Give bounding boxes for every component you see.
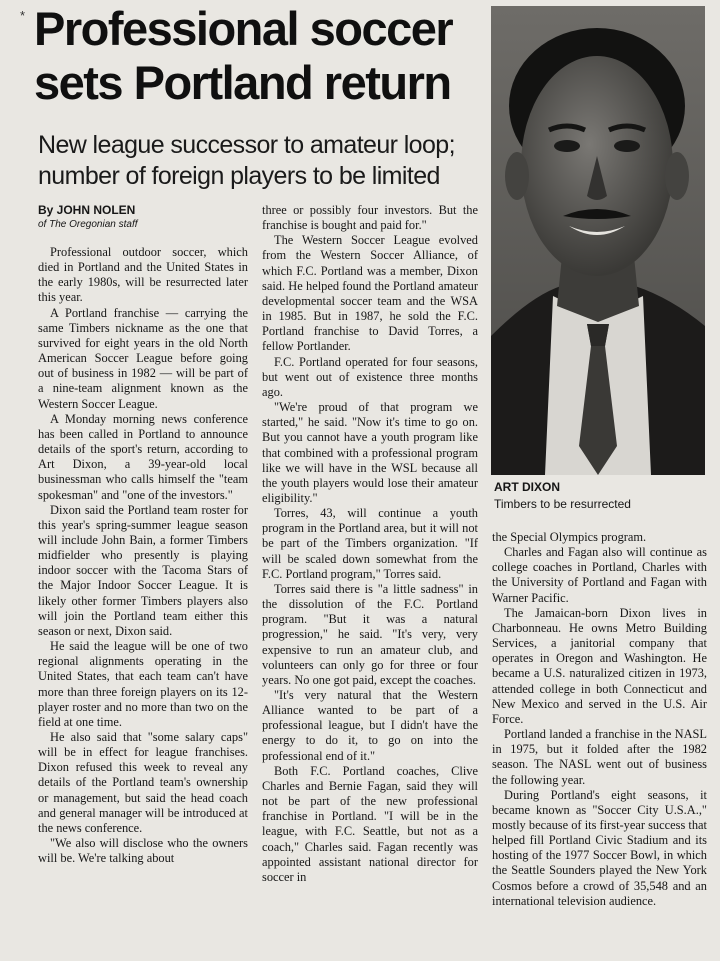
- paragraph: He said the league will be one of two regional alignments operating in the United States, that each team can't have more than three foreign players on its 12-player roster and no more than two on the field at one time.: [38, 639, 248, 729]
- headline: [34, 2, 484, 110]
- paragraph: Charles and Fagan also will continue as college coaches in Portland, Charles with the University of Portland and Fagan with Warner Pacific.: [492, 545, 707, 605]
- paragraph: The Jamaican-born Dixon lives in Charbonneau. He owns Metro Building Services, a janitorial company that operates in Oregon and Washington. He became a U.S. naturalized citizen in 1973, attended college in both Connecticut and New Mexico and served in the U.S. Air Force.: [492, 605, 707, 726]
- paragraph: the Special Olympics program.: [492, 530, 647, 544]
- paragraph: Both F.C. Portland coaches, Clive Charles and Bernie Fagan, said they will not be part of the new professional franchise in Portland. "I will be in the league, with F.C. Seattle, but not as a coach," Charles said. Fagan recently was appointed assistant national director for soccer in: [262, 763, 478, 884]
- paragraph: Torres said there is "a little sadness" in the dissolution of the F.C. Portland program. "But it was a natural progression," he said. "It's very, very expensive to run an amateur club, and volunteers can only go for three or four years. No one got paid, except the coaches.: [262, 581, 478, 687]
- headline-marker: *: [20, 8, 26, 23]
- paragraph: He also said that "some salary caps" will be in effect for league franchises. Dixon refused this week to reveal any details of the Portland team's ownership or management, but said the head coach and general manager will be introduced at the news conference.: [38, 730, 248, 835]
- subheadline-line-2: number of foreign players to be limited: [38, 162, 440, 190]
- byline: By JOHN NOLEN: [38, 203, 136, 217]
- paragraph: A Portland franchise — carrying the same Timbers nickname as the one that survived for eight years in the old North American Soccer League before going out of business in 1982 — will be part of a nine-team alignment known as the Western Soccer League.: [38, 305, 248, 411]
- subheadline: [38, 130, 488, 192]
- paragraph: Torres, 43, will continue a youth program in the Portland area, but it will not be part of the Timbers organization. "If will be scaled down somewhat from the F.C. Portland program," Torres said.: [262, 506, 478, 581]
- paragraph: F.C. Portland operated for four seasons, but went out of existence three months ago.: [262, 354, 478, 399]
- paragraph: three or possibly four investors. But the franchise is bought and paid for.": [262, 203, 478, 233]
- byline-staff: of The Oregonian staff: [38, 219, 138, 230]
- paragraph: Portland landed a franchise in the NASL in 1975, but it folded after the 1982 season. The NASL went out of business the following year.: [492, 727, 707, 787]
- subheadline-line-1: New league successor to amateur loop;: [38, 131, 455, 159]
- article-column-3: [492, 530, 707, 909]
- portrait-photo: [491, 6, 705, 475]
- paragraph: "We're proud of that program we started," he said. "Now it's time to go on. But you cannot have a youth program like that combined with a professional program like we will have in the WSL because all the youth players would lose their amateur eligibility.": [262, 400, 478, 505]
- photo-caption-text: Timbers to be resurrected: [494, 497, 631, 511]
- paragraph: "It's very natural that the Western Alliance wanted to be part of a professional league, but I didn't have the energy to do it, to go on into the professional end of it.": [262, 688, 478, 763]
- paragraph: Dixon said the Portland team roster for this year's spring-summer league season will include John Bain, a former Timbers midfielder who presently is playing indoor soccer with the Tacoma Stars of the Major Indoor Soccer League. It is likely other former Timbers players also will join the Portland team either this season or next, Dixon said.: [38, 502, 248, 638]
- paragraph: Professional outdoor soccer, which died in Portland and the United States in the early 1980s, will be resurrected later this year.: [38, 245, 248, 305]
- headline-line-2: sets Portland return: [34, 56, 451, 109]
- headline-line-1: Professional soccer: [34, 2, 453, 55]
- paragraph: During Portland's eight seasons, it became known as "Soccer City U.S.A.," mostly because of its first-year success that helped fill Portland Civic Stadium and its hosting of the 1977 Soccer Bowl, in which the Seattle Sounders played the New York Cosmos before a crowd of 35,548 and an international television audience.: [492, 787, 707, 908]
- article-column-2: [262, 203, 478, 885]
- paragraph: The Western Soccer League evolved from the Western Soccer Alliance, of which F.C. Portland was a member, Dixon said. He helped found the Portland amateur developmental soccer team and the WSA in 1985. But in 1987, he sold the F.C. Portland franchise to David Torres, a fellow Portlander.: [262, 233, 478, 354]
- photo-caption-name: ART DIXON: [494, 480, 560, 494]
- article-column-1: [38, 245, 248, 866]
- paragraph: A Monday morning news conference has been called in Portland to announce details of the sport's return, according to Art Dixon, a 39-year-old local businessman who calls himself the "team spokesman" and "one of the investors.": [38, 411, 248, 502]
- portrait-illustration: [491, 6, 705, 475]
- paragraph: "We also will disclose who the owners will be. We're talking about: [38, 836, 248, 866]
